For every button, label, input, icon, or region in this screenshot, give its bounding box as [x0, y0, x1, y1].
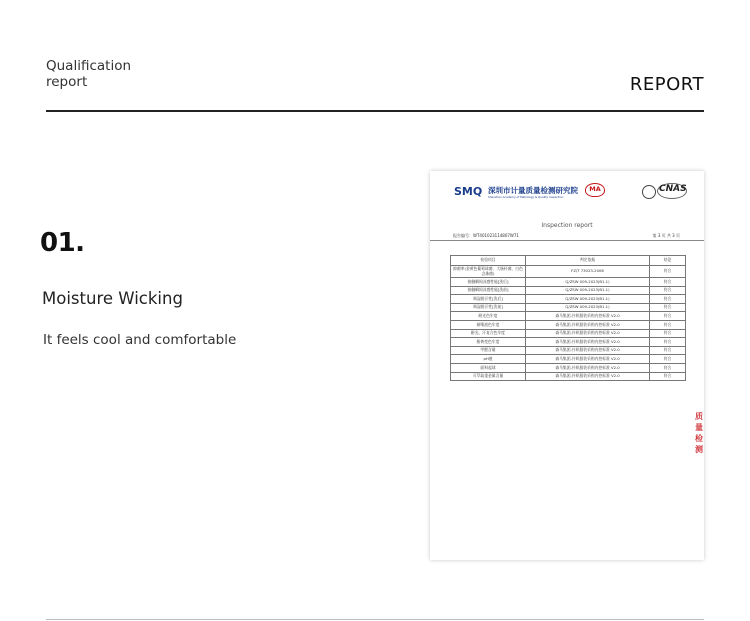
feature-title: Moisture Wicking — [42, 289, 183, 308]
table-cell: 符合 — [650, 372, 686, 381]
table-cell: 森马集团-针织服装采购内控标准 V2.0 — [526, 338, 650, 347]
report-page-info: 第 3 页 共 3 页 — [652, 233, 680, 238]
table-cell: 森马集团-针织服装采购内控标准 V2.0 — [526, 312, 650, 321]
stamp-char: 测 — [695, 445, 703, 454]
header-section-label — [46, 58, 131, 90]
feature-number: 01. — [40, 228, 85, 258]
header-label-line1: Qualification — [46, 58, 132, 74]
official-stamp — [695, 411, 704, 469]
ilac-mra-logo-icon — [642, 185, 656, 199]
table-header-row — [451, 256, 686, 266]
table-row — [451, 286, 686, 295]
table-row — [451, 372, 686, 381]
table-cell: 可萃取重金属含量 — [451, 372, 526, 381]
table-cell: 符合 — [650, 278, 686, 287]
table-header-cell: 结论 — [650, 256, 686, 266]
table-row — [451, 338, 686, 347]
smq-logo: SMQ — [454, 185, 483, 198]
table-cell: 符合 — [650, 303, 686, 312]
cma-seal-icon: MA — [585, 183, 605, 197]
table-cell: 符合 — [650, 338, 686, 347]
table-cell: 符合 — [650, 312, 686, 321]
table-cell: 甲醛含量 — [451, 346, 526, 355]
table-row — [451, 320, 686, 329]
stamp-char: 质 — [695, 412, 703, 421]
table-cell: 接触瞬间凉感性能[洗前] — [451, 286, 526, 295]
table-cell: pH值 — [451, 355, 526, 364]
table-header-cell: 判定依据 — [526, 256, 650, 266]
report-results-table — [450, 255, 686, 381]
table-cell: 森马集团-针织服装采购内控标准 V2.0 — [526, 320, 650, 329]
stamp-char: 检 — [695, 434, 703, 443]
table-cell: FZ/T 73023-2006 — [526, 266, 650, 278]
stamp-char: 量 — [695, 423, 703, 432]
header-label-line2: report — [46, 74, 88, 90]
header-report-label: REPORT — [629, 74, 704, 95]
table-cell: 森马集团-针织服装采购内控标准 V2.0 — [526, 372, 650, 381]
table-cell: 面料起球 — [451, 363, 526, 372]
table-row — [451, 278, 686, 287]
table-cell: Q/ZSW 009-2023(B1.1) — [526, 286, 650, 295]
table-row — [451, 346, 686, 355]
cnas-logo: CNAS — [659, 184, 687, 194]
feature-description: It feels cool and comfortable — [43, 332, 237, 348]
table-row — [451, 363, 686, 372]
report-divider — [430, 240, 704, 241]
table-cell: 符合 — [650, 286, 686, 295]
report-subtitle: Inspection report — [541, 222, 593, 229]
footer-divider — [46, 619, 704, 620]
table-cell: 符合 — [650, 329, 686, 338]
table-cell: 接触瞬间凉感性能[洗后] — [451, 278, 526, 287]
table-cell: 森马集团-针织服装采购内控标准 V2.0 — [526, 355, 650, 364]
table-cell: Q/ZSW 009-2023(B1.1) — [526, 278, 650, 287]
table-row — [451, 266, 686, 278]
table-cell: 抑菌率(金黄色葡萄球菌、大肠杆菌、白色念珠菌) — [451, 266, 526, 278]
header-divider — [46, 110, 704, 112]
inspection-report-image[interactable] — [430, 171, 704, 560]
table-row — [451, 312, 686, 321]
table-cell: 吸湿排汗性[洗后] — [451, 295, 526, 304]
table-cell: 符合 — [650, 346, 686, 355]
table-cell: 酚黄变色牢度 — [451, 338, 526, 347]
table-row — [451, 303, 686, 312]
table-cell: 符合 — [650, 320, 686, 329]
institute-name-en: Shenzhen Academy of Metrology & Quality Inspection — [488, 195, 564, 199]
institute-name-cn: 深圳市计量质量检测研究院 — [488, 186, 578, 195]
table-cell: Q/ZSW 009-2023(B1.1) — [526, 295, 650, 304]
report-number: 报告编号：WT401023114807W71 — [453, 233, 519, 238]
table-cell: Q/ZSW 009-2023(B1.1) — [526, 303, 650, 312]
table-cell: 森马集团-针织服装采购内控标准 V2.0 — [526, 346, 650, 355]
table-cell: 耐光色牢度 — [451, 312, 526, 321]
report-logo-row — [454, 183, 694, 203]
table-cell: 吸湿排汗性[洗前] — [451, 303, 526, 312]
table-row — [451, 329, 686, 338]
table-cell: 耐光、汗复合色牢度 — [451, 329, 526, 338]
table-row — [451, 355, 686, 364]
table-cell: 符合 — [650, 266, 686, 278]
table-cell: 森马集团-针织服装采购内控标准 V2.0 — [526, 329, 650, 338]
table-row — [451, 295, 686, 304]
table-cell: 符合 — [650, 355, 686, 364]
table-cell: 森马集团-针织服装采购内控标准 V2.0 — [526, 363, 650, 372]
table-cell: 符合 — [650, 363, 686, 372]
table-header-cell: 检验项目 — [451, 256, 526, 266]
table-cell: 耐唾液色牢度 — [451, 320, 526, 329]
table-cell: 符合 — [650, 295, 686, 304]
